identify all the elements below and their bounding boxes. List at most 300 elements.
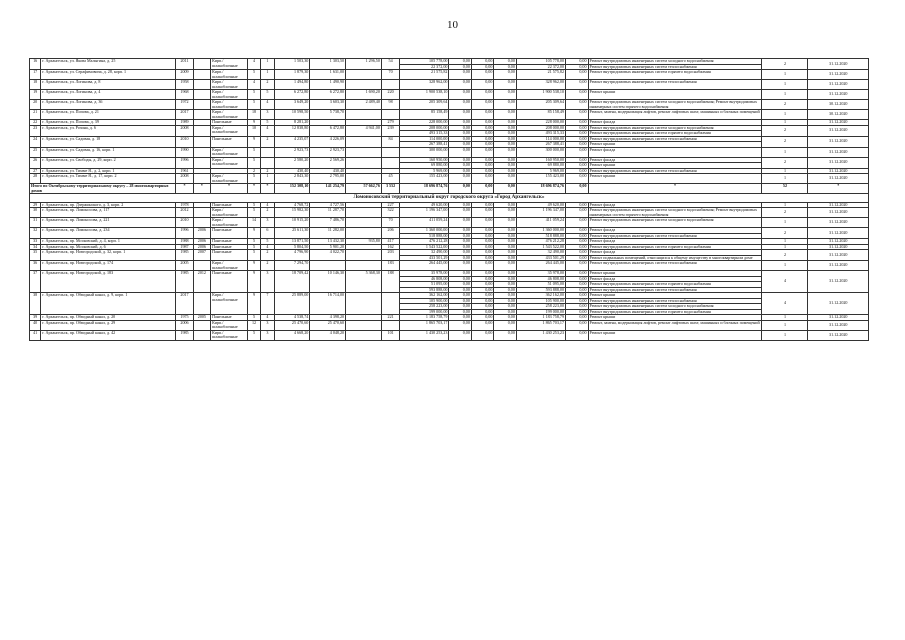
local-budget-cell: 0,00 <box>494 255 517 261</box>
works-count-cell: 1 <box>762 110 808 120</box>
other-cell: 0,00 <box>566 228 589 234</box>
budget-cell: 0,00 <box>471 239 494 245</box>
cost-cell: 328 962,00 <box>400 80 449 90</box>
works-count-cell: 1 <box>762 315 808 321</box>
repair-year-cell <box>193 100 210 110</box>
total-row <box>30 184 869 194</box>
row-number: 21 <box>30 110 41 120</box>
budget-cell: 0,00 <box>471 315 494 321</box>
local-budget-cell: 0,00 <box>494 244 517 250</box>
wall-material-cell: Панельные <box>211 120 248 126</box>
other-cell: 0,00 <box>566 309 589 315</box>
fund-cell: 0,00 <box>449 168 472 174</box>
owners-cell: 21 575,82 <box>516 70 565 80</box>
deadline-cell: 31.12.2020 <box>808 90 869 100</box>
fund-cell: 0,00 <box>449 147 472 157</box>
budget-cell: 0,00 <box>471 276 494 282</box>
wall-material-cell: Панельные <box>211 136 248 147</box>
other-cell: 0,00 <box>566 276 589 282</box>
private-area-cell <box>346 250 382 261</box>
repair-year-cell: 2006 <box>193 228 210 239</box>
address-cell: г. Архангельск, пр. Московский, д. 6 <box>41 244 176 250</box>
fund-cell: 0,00 <box>449 218 472 228</box>
table-row <box>30 100 869 110</box>
local-budget-cell: 0,00 <box>494 147 517 157</box>
wall-material-cell: Кирп./ шлакоблочные <box>211 80 248 90</box>
deadline-cell: 31.12.2020 <box>808 261 869 271</box>
living-area-cell <box>310 261 346 271</box>
repair-year-cell: 2006 <box>193 239 210 245</box>
local-budget-cell: 0,00 <box>494 131 517 137</box>
other-cell: 0,00 <box>566 293 589 299</box>
owners-cell: 199 000,00 <box>516 309 565 315</box>
fund-cell: 0,00 <box>449 233 472 239</box>
total-area: 152 308,10 <box>274 184 310 194</box>
works-count-cell: 2 <box>762 136 808 147</box>
address-cell: г. Архангельск, ул. Логинова, д. 8 <box>41 80 176 90</box>
residents-cell: 322 <box>381 208 399 218</box>
floors-cell: 5 <box>247 208 260 218</box>
fund-cell: 0,00 <box>449 309 472 315</box>
cost-cell: 49 620,00 <box>400 202 449 208</box>
table-row <box>30 330 869 340</box>
address-cell: г. Архангельск, ул. Логинова, д. 4 <box>41 90 176 100</box>
local-budget-cell: 0,00 <box>494 261 517 271</box>
cost-cell: 1 430 253,23 <box>400 330 449 340</box>
repair-year-cell: 2012 <box>193 271 210 293</box>
other-cell: 0,00 <box>566 131 589 137</box>
address-cell: г. Архангельск, пр. Обводный канал, д. 9, корп. 1 <box>41 293 176 315</box>
owners-cell: 1 865 703,17 <box>516 320 565 330</box>
residents-cell: 101 <box>381 330 399 340</box>
living-area-cell: 16 714,00 <box>310 293 346 315</box>
local-budget-cell: 0,00 <box>494 157 517 163</box>
address-cell: г. Архангельск, ул. Тимме Я., д. 17, корп. 2 <box>41 174 176 184</box>
entrances-cell: 1 <box>261 59 274 70</box>
table-body <box>30 59 869 341</box>
fund-cell: 0,00 <box>449 80 472 90</box>
works-count-cell: 2 <box>762 157 808 168</box>
budget-cell: 0,00 <box>471 163 494 169</box>
total-local: 0,00 <box>494 184 517 194</box>
floors-cell: 5 <box>247 147 260 157</box>
cost-cell: 1 543 522,00 <box>400 244 449 250</box>
other-cell: 0,00 <box>566 282 589 288</box>
repair-year-cell <box>193 174 210 184</box>
row-number: 33 <box>30 239 41 245</box>
living-area-cell: 11 287,70 <box>310 208 346 218</box>
other-cell: 0,00 <box>566 136 589 142</box>
owners-cell: 1 196 347,00 <box>516 208 565 218</box>
work-type-cell: Ремонт внутридомовых инженерных систем горячего водоснабжения <box>588 309 762 315</box>
year-cell: 2010 <box>176 136 193 147</box>
address-cell: г. Архангельск, пр. Обводный канал, д. 42 <box>41 330 176 340</box>
deadline-cell: 31.12.2020 <box>808 330 869 340</box>
cost-cell: 114 000,00 <box>400 136 449 142</box>
deadline-cell: 31.12.2020 <box>808 218 869 228</box>
residents-cell <box>381 110 399 120</box>
floors-cell: 5 <box>247 330 260 340</box>
other-cell: 0,00 <box>566 64 589 70</box>
row-number: 41 <box>30 330 41 340</box>
works-count-cell: 1 <box>762 261 808 271</box>
budget-cell: 0,00 <box>471 228 494 234</box>
address-cell: г. Архангельск, пр. Новгородский, д. 32, корп. 1 <box>41 250 176 261</box>
work-type-cell: Ремонт внутридомовых инженерных систем теплоснабжения <box>588 261 762 271</box>
table-row <box>30 174 869 184</box>
works-count-cell: 4 <box>762 293 808 315</box>
row-number: 36 <box>30 261 41 271</box>
entrances-cell: 7 <box>261 293 274 315</box>
fund-cell: 0,00 <box>449 208 472 218</box>
entrances-cell: 1 <box>261 70 274 80</box>
owners-cell: 51 095,00 <box>516 282 565 288</box>
entrances-cell: 2 <box>261 136 274 147</box>
cost-cell: 267 388,41 <box>400 142 449 148</box>
row-number: 18 <box>30 80 41 90</box>
floors-cell: 4 <box>247 80 260 90</box>
wall-material-cell: Кирп./ шлакоблочные <box>211 70 248 80</box>
owners-cell: 114 000,00 <box>516 136 565 142</box>
floors-cell: 18 <box>247 110 260 120</box>
work-type-cell: Ремонт фасада <box>588 120 762 126</box>
deadline-cell: 31.12.2020 <box>808 250 869 261</box>
local-budget-cell: 0,00 <box>494 293 517 299</box>
work-type-cell: Ремонт, замена, модернизация лифтов, ремонт лифтовых шахт, машинных и блочных помещений <box>588 320 762 330</box>
repair-year-cell <box>193 110 210 120</box>
wall-material-cell: Кирп./ шлакоблочные <box>211 125 248 136</box>
table-row <box>30 218 869 228</box>
total-area-cell: 12 838,80 <box>274 125 310 136</box>
residents-cell <box>381 80 399 90</box>
works-count-cell: 2 <box>762 208 808 218</box>
owners-cell: 32 490,00 <box>516 250 565 256</box>
private-area-cell: 935,80 <box>346 239 382 245</box>
fund-cell: 0,00 <box>449 125 472 131</box>
year-cell: 2005 <box>176 261 193 271</box>
wall-material-cell: Кирп./ шлакоблочные <box>211 330 248 340</box>
row-number: 24 <box>30 136 41 147</box>
floors-cell: 14 <box>247 218 260 228</box>
living-area-cell: 4 727,56 <box>310 202 346 208</box>
works-count-cell: 1 <box>762 168 808 174</box>
work-type-cell: Ремонт крыши <box>588 330 762 340</box>
living-area-cell: 3 603,30 <box>310 100 346 110</box>
work-type-cell: Ремонт внутридомовых инженерных систем теплоснабжения <box>588 64 762 70</box>
local-budget-cell: 0,00 <box>494 110 517 120</box>
residents-cell: 70 <box>381 70 399 80</box>
row-number: 35 <box>30 250 41 261</box>
work-type-cell: Ремонт крыши <box>588 271 762 277</box>
local-budget-cell: 0,00 <box>494 309 517 315</box>
living-area-cell: 430,40 <box>310 168 346 174</box>
works-count-cell: 4 <box>762 271 808 293</box>
cost-cell: 518 888,00 <box>400 233 449 239</box>
work-type-cell: Ремонт, замена, модернизация лифтов, ремонт лифтовых шахт, машинных и блочных помещений <box>588 110 762 120</box>
cost-cell: 593 888,00 <box>400 287 449 293</box>
year-cell: 2017 <box>176 293 193 315</box>
fund-cell: 0,00 <box>449 228 472 234</box>
wall-material-cell: Кирп./ шлакоблочные <box>211 208 248 218</box>
work-type-cell: Ремонт фасада <box>588 228 762 234</box>
total-area-cell: 4 538,74 <box>274 315 310 321</box>
fund-cell: 0,00 <box>449 202 472 208</box>
living-area-cell: 1 490,90 <box>310 80 346 90</box>
entrances-cell: 5 <box>261 239 274 245</box>
repair-year-cell <box>193 320 210 330</box>
wall-material-cell: Панельные <box>211 239 248 245</box>
work-type-cell: Ремонт крыши <box>588 293 762 299</box>
wall-material-cell: Панельные <box>211 244 248 250</box>
budget-cell: 0,00 <box>471 100 494 110</box>
row-number: 39 <box>30 315 41 321</box>
deadline-cell: 31.12.2020 <box>808 293 869 315</box>
work-type-cell: Ремонт внутридомовых инженерных систем холодного водоснабжения; Ремонт внутридомовых инженерных систем горячего водоснабжения <box>588 208 762 218</box>
year-cell: 1996 <box>176 228 193 239</box>
work-type-cell: Ремонт внутридомовых инженерных систем холодного водоснабжения <box>588 218 762 228</box>
wall-material-cell: Кирп./ шлакоблочные <box>211 90 248 100</box>
deadline-cell: 31.12.2020 <box>808 174 869 184</box>
other-cell: 0,00 <box>566 250 589 256</box>
private-area-cell <box>346 330 382 340</box>
other-cell: 0,00 <box>566 100 589 110</box>
row-number: 20 <box>30 100 41 110</box>
deadline-cell: 31.12.2020 <box>808 125 869 136</box>
year-cell: 1972 <box>176 100 193 110</box>
year-cell: 1988 <box>176 239 193 245</box>
table-row <box>30 90 869 100</box>
residents-cell: 183 <box>381 261 399 271</box>
works-count-cell: 2 <box>762 250 808 261</box>
living-area-cell: 1 303,50 <box>310 59 346 70</box>
work-type-cell: Ремонт подвальных помещений, относящихся к общему имуществу в многоквартирном доме <box>588 255 762 261</box>
floors-cell: 5 <box>247 244 260 250</box>
cost-cell: 46 808,00 <box>400 276 449 282</box>
work-type-cell: Ремонт внутридомовых инженерных систем холодного водоснабжения <box>588 59 762 65</box>
section-row <box>30 194 869 203</box>
total-star: * <box>808 184 869 194</box>
local-budget-cell: 0,00 <box>494 239 517 245</box>
works-count-cell: 2 <box>762 228 808 239</box>
repair-year-cell: 2006 <box>193 244 210 250</box>
other-cell: 0,00 <box>566 218 589 228</box>
residents-cell: 279 <box>381 120 399 126</box>
repair-year-cell <box>193 218 210 228</box>
entrances-cell: 4 <box>261 202 274 208</box>
deadline-cell: 31.12.2020 <box>808 70 869 80</box>
deadline-cell: 31.12.2020 <box>808 80 869 90</box>
owners-cell: 1 543 522,00 <box>516 244 565 250</box>
owners-cell: 22 372,00 <box>516 64 565 70</box>
row-number: 38 <box>30 293 41 315</box>
deadline-cell: 31.12.2020 <box>808 271 869 293</box>
year-cell: 2012 <box>176 208 193 218</box>
year-cell: 2009 <box>176 70 193 80</box>
local-budget-cell: 0,00 <box>494 298 517 304</box>
fund-cell: 0,00 <box>449 70 472 80</box>
works-count-cell: 2 <box>762 59 808 70</box>
repair-year-cell <box>193 330 210 340</box>
cost-cell: 105 900,00 <box>400 298 449 304</box>
owners-cell: 362 162,00 <box>516 293 565 299</box>
local-budget-cell: 0,00 <box>494 208 517 218</box>
row-number: 29 <box>30 202 41 208</box>
works-count-cell: 1 <box>762 218 808 228</box>
floors-cell: 5 <box>247 315 260 321</box>
living-area-cell: 7 486,70 <box>310 218 346 228</box>
wall-material-cell: Кирп./ шлакоблочные <box>211 261 248 271</box>
fund-cell: 0,00 <box>449 287 472 293</box>
private-area-cell <box>346 261 382 271</box>
entrances-cell: 6 <box>261 228 274 239</box>
entrances-cell: 4 <box>261 100 274 110</box>
owners-cell: 1 360 000,00 <box>516 228 565 234</box>
private-area-cell <box>346 80 382 90</box>
works-count-cell: 1 <box>762 147 808 157</box>
private-area-cell <box>346 293 382 315</box>
total-area-cell: 10 598,50 <box>274 110 310 120</box>
residents-cell: 70 <box>381 218 399 228</box>
total-area-cell: 25 611,30 <box>274 228 310 239</box>
work-type-cell: Ремонт внутридомовых инженерных систем теплоснабжения <box>588 80 762 90</box>
local-budget-cell: 0,00 <box>494 233 517 239</box>
budget-cell: 0,00 <box>471 261 494 271</box>
budget-cell: 0,00 <box>471 168 494 174</box>
repair-year-cell <box>193 80 210 90</box>
fund-cell: 0,00 <box>449 120 472 126</box>
entrances-cell: 3 <box>261 218 274 228</box>
residents-cell: 203 <box>381 250 399 261</box>
work-type-cell: Ремонт внутридомовых инженерных систем теплоснабжения <box>588 168 762 174</box>
fund-cell: 0,00 <box>449 244 472 250</box>
budget-cell: 0,00 <box>471 233 494 239</box>
other-cell: 0,00 <box>566 163 589 169</box>
work-type-cell: Ремонт внутридомовых инженерных систем теплоснабжения <box>588 287 762 293</box>
deadline-cell: 30.12.2020 <box>808 110 869 120</box>
total-star: * <box>176 184 193 194</box>
other-cell: 0,00 <box>566 147 589 157</box>
row-number: 32 <box>30 228 41 239</box>
floors-cell: 4 <box>247 59 260 70</box>
budget-cell: 0,00 <box>471 287 494 293</box>
works-count-cell: 1 <box>762 70 808 80</box>
total-area-cell: 4 235,07 <box>274 136 310 147</box>
total-area-cell: 4 668,20 <box>274 330 310 340</box>
residents-cell: 227 <box>381 202 399 208</box>
owners-cell: 264 445,00 <box>516 261 565 271</box>
fund-cell: 0,00 <box>449 90 472 100</box>
private-area-cell <box>346 147 382 157</box>
budget-cell: 0,00 <box>471 80 494 90</box>
local-budget-cell: 0,00 <box>494 228 517 234</box>
address-cell: г. Архангельск, ул. Серафимовича, д. 28, корп. 1 <box>41 70 176 80</box>
wall-material-cell: Панельные <box>211 271 248 293</box>
fund-cell: 0,00 <box>449 255 472 261</box>
floors-cell: 9 <box>247 293 260 315</box>
floors-cell: 9 <box>247 228 260 239</box>
row-number: 26 <box>30 157 41 168</box>
local-budget-cell: 0,00 <box>494 64 517 70</box>
row-number: 25 <box>30 147 41 157</box>
fund-cell: 0,00 <box>449 293 472 299</box>
row-number: 17 <box>30 70 41 80</box>
works-count-cell: 1 <box>762 202 808 208</box>
private-area-cell <box>346 157 382 168</box>
row-number: 19 <box>30 90 41 100</box>
work-type-cell: Ремонт внутридомовых инженерных систем горячего водоснабжения <box>588 282 762 288</box>
row-number: 31 <box>30 218 41 228</box>
other-cell: 0,00 <box>566 59 589 65</box>
total-residents: 3 552 <box>381 184 399 194</box>
repair-year-cell <box>193 147 210 157</box>
residents-cell: 239 <box>381 125 399 136</box>
fund-cell: 0,00 <box>449 282 472 288</box>
budget-cell: 0,00 <box>471 110 494 120</box>
owners-cell: 300 000,00 <box>516 147 565 157</box>
year-cell: 1989 <box>176 120 193 126</box>
total-area-cell: 2 923,73 <box>274 147 310 157</box>
total-area-cell: 1 879,30 <box>274 70 310 80</box>
work-type-cell: Ремонт внутридомовых инженерных систем теплоснабжения <box>588 298 762 304</box>
living-area-cell: 13 432,30 <box>310 239 346 245</box>
work-type-cell: Ремонт фасада <box>588 239 762 245</box>
living-area-cell: 2 923,73 <box>310 147 346 157</box>
other-cell: 0,00 <box>566 271 589 277</box>
fund-cell: 0,00 <box>449 131 472 137</box>
fund-cell: 0,00 <box>449 110 472 120</box>
fund-cell: 0,00 <box>449 304 472 310</box>
local-budget-cell: 0,00 <box>494 218 517 228</box>
local-budget-cell: 0,00 <box>494 304 517 310</box>
works-count-cell: 1 <box>762 90 808 100</box>
owners-cell: 518 888,00 <box>516 233 565 239</box>
budget-cell: 0,00 <box>471 298 494 304</box>
other-cell: 0,00 <box>566 80 589 90</box>
floors-cell: 5 <box>247 239 260 245</box>
deadline-cell: 31.12.2020 <box>808 59 869 70</box>
repair-year-cell <box>193 261 210 271</box>
residents-cell: 220 <box>381 90 399 100</box>
living-area-cell: 6 272,80 <box>310 90 346 100</box>
fund-cell: 0,00 <box>449 330 472 340</box>
total-star: * <box>247 184 260 194</box>
owners-cell: 1 183 758,79 <box>516 315 565 321</box>
local-budget-cell: 0,00 <box>494 90 517 100</box>
cost-cell: 1 865 703,17 <box>400 320 449 330</box>
other-cell: 0,00 <box>566 142 589 148</box>
living-area-cell: 5 901,20 <box>310 244 346 250</box>
budget-cell: 0,00 <box>471 120 494 126</box>
local-budget-cell: 0,00 <box>494 70 517 80</box>
living-area-cell: 4 022,70 <box>310 250 346 261</box>
address-cell: г. Архангельск, пр. Московский, д. 4, корп. 1 <box>41 239 176 245</box>
local-budget-cell: 0,00 <box>494 120 517 126</box>
address-cell: г. Архангельск, пр. Обводный канал, д. 29 <box>41 320 176 330</box>
address-cell: г. Архангельск, ул. Логинова, д. 36 <box>41 100 176 110</box>
total-area-cell: 430,40 <box>274 168 310 174</box>
fund-cell: 0,00 <box>449 261 472 271</box>
total-star: * <box>588 184 762 194</box>
entrances-cell: 2 <box>261 80 274 90</box>
wall-material-cell: Панельные <box>211 315 248 321</box>
address-cell: г. Архангельск, пр. Новгородский, д. 183 <box>41 271 176 293</box>
entrances-cell: 4 <box>261 315 274 321</box>
total-works-count: 52 <box>762 184 808 194</box>
works-count-cell: 2 <box>762 125 808 136</box>
total-area-cell: 1 494,80 <box>274 80 310 90</box>
row-number: 30 <box>30 208 41 218</box>
other-cell: 0,00 <box>566 168 589 174</box>
